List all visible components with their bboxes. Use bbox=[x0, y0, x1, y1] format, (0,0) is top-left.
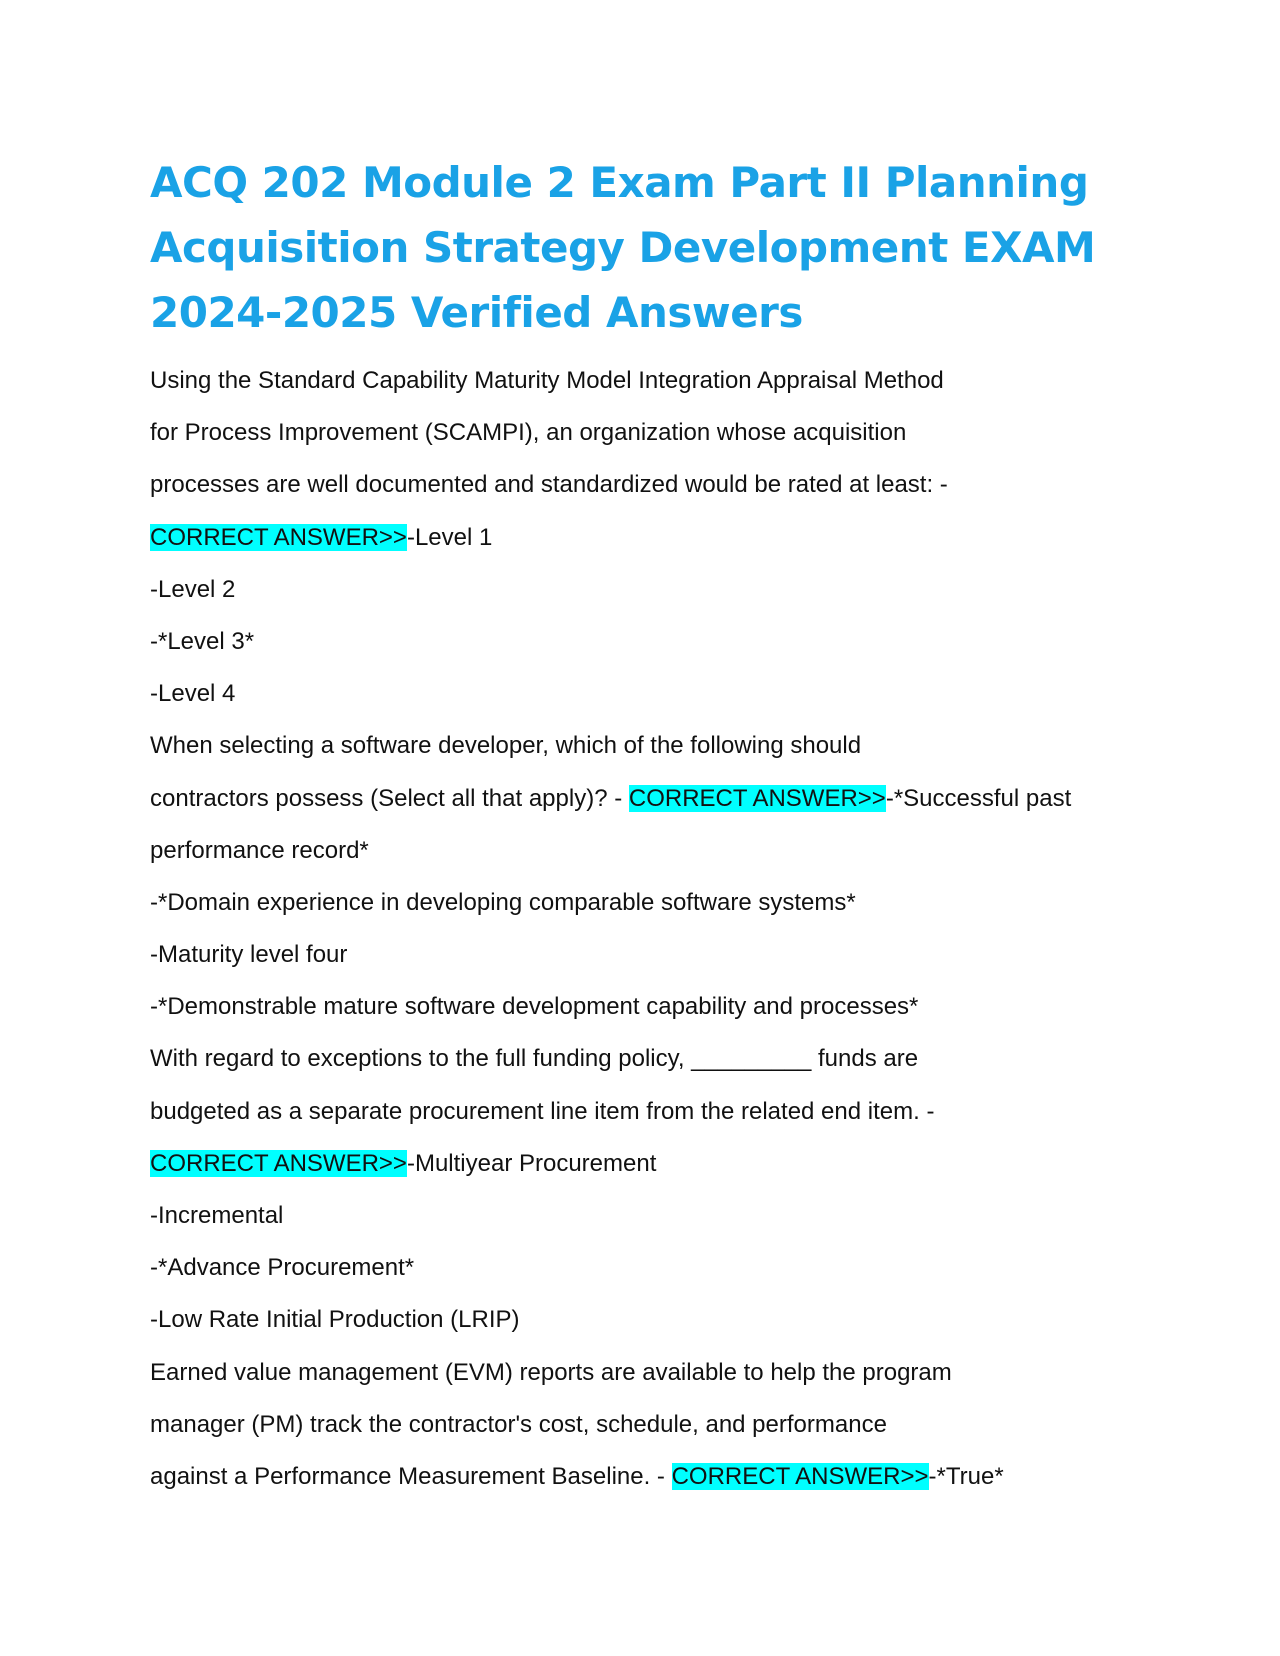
text-line bbox=[150, 564, 1150, 616]
line-text: for Process Improvement (SCAMPI), an organization whose acquisition bbox=[150, 419, 907, 447]
line-text: -Low Rate Initial Production (LRIP) bbox=[150, 1306, 520, 1334]
answer-text: -*Successful past bbox=[885, 784, 1072, 812]
text-line bbox=[150, 512, 1150, 564]
document-body bbox=[150, 355, 1150, 1503]
text-line bbox=[150, 1033, 1150, 1085]
line-text: When selecting a software developer, which of the following should bbox=[150, 732, 862, 760]
line-text: -Level 2 bbox=[150, 575, 236, 603]
line-text: manager (PM) track the contractor's cost, schedule, and performance bbox=[150, 1410, 887, 1438]
line-text: Using the Standard Capability Maturity Model Integration Appraisal Method bbox=[150, 367, 944, 394]
line-text: Earned value management (EVM) reports are available to help the program bbox=[150, 1358, 952, 1386]
correct-answer-highlight: CORRECT ANSWER>> bbox=[150, 523, 407, 551]
line-text: contractors possess (Select all that apply)? - bbox=[150, 784, 629, 812]
text-line bbox=[150, 1190, 1150, 1242]
line-text: against a Performance Measurement Baseline. - bbox=[150, 1462, 672, 1490]
text-line bbox=[150, 981, 1150, 1033]
line-text: performance record* bbox=[150, 836, 369, 864]
text-line bbox=[150, 1399, 1150, 1451]
answer-text: -*True* bbox=[928, 1462, 1004, 1490]
text-line bbox=[150, 1086, 1150, 1138]
title-line: 2024-2025 Verified Answers bbox=[150, 288, 803, 337]
text-line bbox=[150, 1138, 1150, 1190]
line-text: -*Advance Procurement* bbox=[150, 1254, 415, 1282]
line-text: -Level 4 bbox=[150, 680, 236, 708]
text-line bbox=[150, 1451, 1150, 1503]
text-line bbox=[150, 1347, 1150, 1399]
text-line bbox=[150, 720, 1150, 772]
line-text: budgeted as a separate procurement line item from the related end item. - bbox=[150, 1097, 935, 1125]
correct-answer-highlight: CORRECT ANSWER>> bbox=[671, 1462, 929, 1490]
line-text: With regard to exceptions to the full funding policy, _________ funds are bbox=[150, 1045, 919, 1073]
text-line bbox=[150, 1242, 1150, 1294]
answer-text: -Multiyear Procurement bbox=[406, 1149, 657, 1177]
text-line bbox=[150, 668, 1150, 720]
title-line: Acquisition Strategy Development EXAM bbox=[150, 223, 1096, 272]
line-text: -Maturity level four bbox=[150, 941, 348, 969]
line-text: -Incremental bbox=[150, 1202, 284, 1229]
text-line bbox=[150, 825, 1150, 877]
text-line bbox=[150, 1294, 1150, 1346]
title-line: ACQ 202 Module 2 Exam Part II Planning bbox=[150, 158, 1089, 207]
text-line bbox=[150, 355, 1150, 407]
text-line bbox=[150, 616, 1150, 668]
line-text: -*Domain experience in developing comparable software systems* bbox=[150, 888, 856, 916]
answer-text: -Level 1 bbox=[406, 523, 493, 551]
text-line bbox=[150, 459, 1150, 511]
document-title bbox=[150, 150, 1096, 345]
correct-answer-highlight: CORRECT ANSWER>> bbox=[150, 1149, 407, 1177]
text-line bbox=[150, 773, 1150, 825]
text-line bbox=[150, 929, 1150, 981]
correct-answer-highlight: CORRECT ANSWER>> bbox=[628, 784, 886, 812]
text-line bbox=[150, 877, 1150, 929]
line-text: processes are well documented and standardized would be rated at least: - bbox=[150, 471, 948, 499]
line-text: -*Level 3* bbox=[150, 627, 255, 655]
text-line bbox=[150, 407, 1150, 459]
line-text: -*Demonstrable mature software development capability and processes* bbox=[150, 993, 919, 1021]
